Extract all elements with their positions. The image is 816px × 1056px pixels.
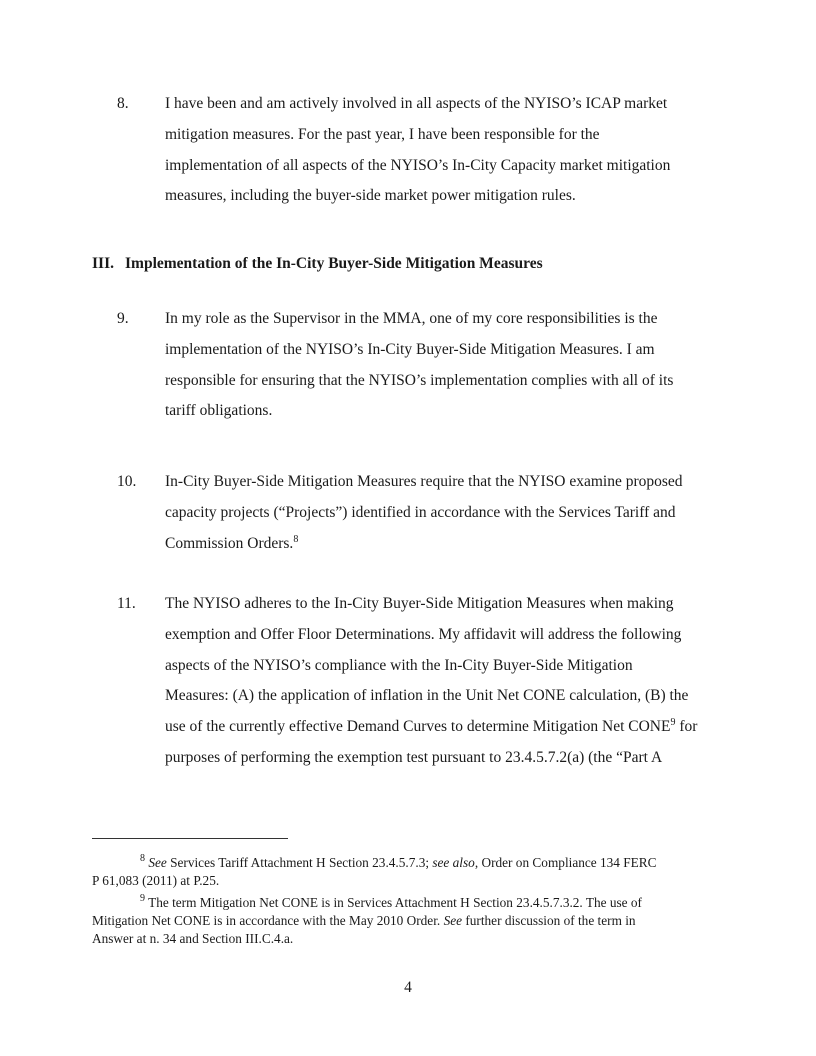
footnote-text: further discussion of the term in (462, 913, 636, 928)
footnote-line (92, 854, 657, 872)
footnote-number: 8 (140, 853, 145, 864)
paragraph-line: implementation of the NYISO’s In-City Buyer-Side Mitigation Measures. I am (165, 340, 655, 358)
paragraph-line: tariff obligations. (165, 402, 273, 420)
footnote-ref-8[interactable]: 8 (293, 533, 299, 545)
paragraph-line: In-City Buyer-Side Mitigation Measures require that the NYISO examine proposed (165, 473, 683, 490)
footnote-text: The term Mitigation Net CONE is in Services Attachment H Section 23.4.5.7.3.2. The use of (148, 895, 642, 910)
paragraph-line: In my role as the Supervisor in the MMA, one of my core responsibilities is the (165, 310, 658, 327)
section-title: Implementation of the In-City Buyer-Side Mitigation Measures (125, 255, 543, 272)
footnote-number: 9 (140, 893, 145, 904)
footnote-text: Services Tariff Attachment H Section 23.4.5.7.3; (166, 855, 433, 870)
signal-see: See (443, 913, 463, 928)
page-number: 4 (404, 979, 412, 996)
footnote-line (92, 912, 642, 930)
paragraph-line: implementation of all aspects of the NYISO’s In-City Capacity market mitigation (165, 156, 671, 174)
section-heading (92, 255, 543, 273)
paragraph-line-text: for (675, 718, 698, 736)
paragraph-line: Measures: (A) the application of inflation in the Unit Net CONE calculation, (B) the (165, 687, 689, 705)
paragraph-line-text: Commission Orders. (165, 534, 294, 552)
footnote-9 (92, 894, 642, 948)
paragraph-body (165, 589, 697, 774)
footnote-8 (92, 854, 657, 890)
paragraph-body (165, 304, 673, 427)
paragraph-line: exemption and Offer Floor Determinations. My affidavit will address the following (165, 625, 682, 643)
section-number: III. (92, 255, 114, 272)
paragraph-line: capacity projects (“Projects”) identified in accordance with the Services Tariff and (165, 503, 676, 521)
signal-see-also: see also (432, 855, 475, 870)
paragraph-number: 11. (117, 595, 136, 612)
paragraph-body (165, 89, 670, 212)
signal-see: See (148, 855, 167, 870)
paragraph-line (165, 712, 697, 743)
paragraph-line: mitigation measures. For the past year, I have been responsible for the (165, 125, 600, 143)
footnote-text: , Order on Compliance 134 FERC (474, 855, 657, 870)
paragraph-line (165, 529, 683, 560)
paragraph-line: purposes of performing the exemption test pursuant to 23.4.5.7.2(a) (the “Part A (165, 748, 663, 766)
footnote-line: P 61,083 (2011) at P.25. (92, 873, 220, 888)
footnote-text: Mitigation Net CONE is in accordance with the May 2010 Order. (92, 913, 444, 928)
footnote-ref-9[interactable]: 9 (670, 717, 676, 729)
paragraph-line: The NYISO adheres to the In-City Buyer-Side Mitigation Measures when making (165, 595, 674, 612)
paragraph-number: 9. (117, 310, 129, 327)
paragraph-line-text: use of the currently effective Demand Curves to determine Mitigation Net CONE (165, 718, 671, 736)
paragraph-line: responsible for ensuring that the NYISO’s implementation complies with all of its (165, 371, 674, 389)
paragraph-body (165, 467, 683, 559)
paragraph-line: I have been and am actively involved in all aspects of the NYISO’s ICAP market (165, 95, 668, 112)
paragraph-number: 8. (117, 95, 129, 112)
paragraph-line: measures, including the buyer-side market power mitigation rules. (165, 187, 576, 205)
footnote-divider (92, 838, 288, 839)
footnote-line: Answer at n. 34 and Section III.C.4.a. (92, 931, 294, 946)
paragraph-number: 10. (117, 473, 137, 490)
paragraph-line: aspects of the NYISO’s compliance with the In-City Buyer-Side Mitigation (165, 656, 633, 674)
footnote-line (92, 894, 642, 912)
